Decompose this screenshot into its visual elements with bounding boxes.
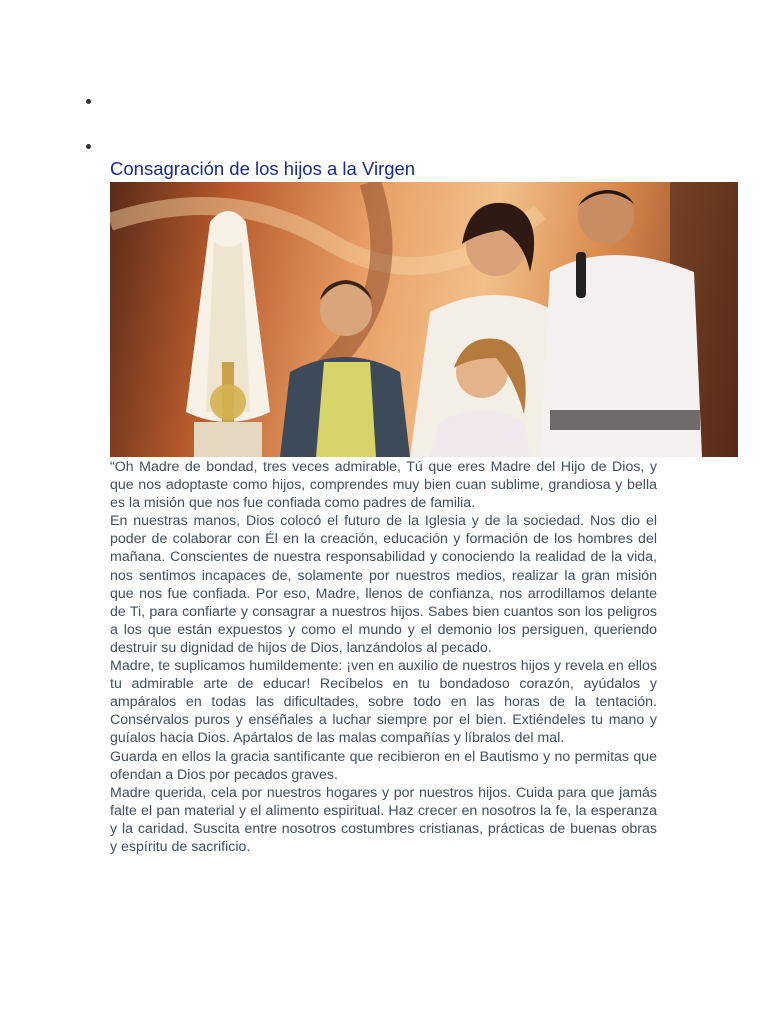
page-title: Consagración de los hijos a la Virgen bbox=[110, 158, 416, 179]
prayer-paragraph: “Oh Madre de bondad, tres veces admirable, Tú que eres Madre del Hijo de Dios, y que nos adoptaste como hijos, comprendes muy bien cuan sublime, grandiosa y bella es la misión que nos fue confiada como padres de familia. bbox=[110, 459, 657, 512]
prayer-paragraph: Guarda en ellos la gracia santificante que recibieron en el Bautismo y no permitas que ofendan a Dios por pecados graves. bbox=[110, 748, 657, 783]
bullet-dot bbox=[86, 99, 91, 104]
prayer-paragraph: Madre querida, cela por nuestros hogares y por nuestros hijos. Cuida para que jamás falte el pan material y el alimento espiritual. Haz crecer en nosotros la fe, la esperanza y la caridad. Suscita entre nosotros costumbres cristianas, prácticas de buenas obras y espíritu de sacrificio. bbox=[110, 784, 657, 855]
consecration-prayer-text bbox=[110, 458, 657, 856]
family-consecration-photo bbox=[110, 182, 738, 457]
bullet-dot bbox=[86, 144, 91, 149]
prayer-paragraph: En nuestras manos, Dios colocó el futuro de la Iglesia y de la sociedad. Nos dio el poder de colaborar con Él en la creación, educación y formación de los hombres del mañana. Conscientes de nuestra responsabilidad y conociendo la realidad de la vida, nos sentimos incapaces de, solamente por nuestros medios, realizar la gran misión que nos fue confiada. Por eso, Madre, llenos de confianza, nos arrodillamos delante de Ti, para confiarte y consagrar a nuestros hijos. Sabes bien cuantos son los peligros a los que están expuestos y como el mundo y el demonio los persiguen, queriendo destruir su dignidad de hijos de Dios, lanzándolos al pecado. bbox=[110, 513, 657, 656]
prayer-paragraph: Madre, te suplicamos humildemente: ¡ven en auxilio de nuestros hijos y revela en ellos tu admirable arte de educar! Recíbelos en tu bondadoso corazón, ayúdalos y ampáralos en todas las dificultades, sobre todo en las horas de la tentación. Consérvalos puros y enséñales a luchar siempre por el bien. Extiéndeles tu mano y guíalos hacia Dios. Apártalos de las malas compañías y líbralos del mal. bbox=[110, 658, 657, 747]
